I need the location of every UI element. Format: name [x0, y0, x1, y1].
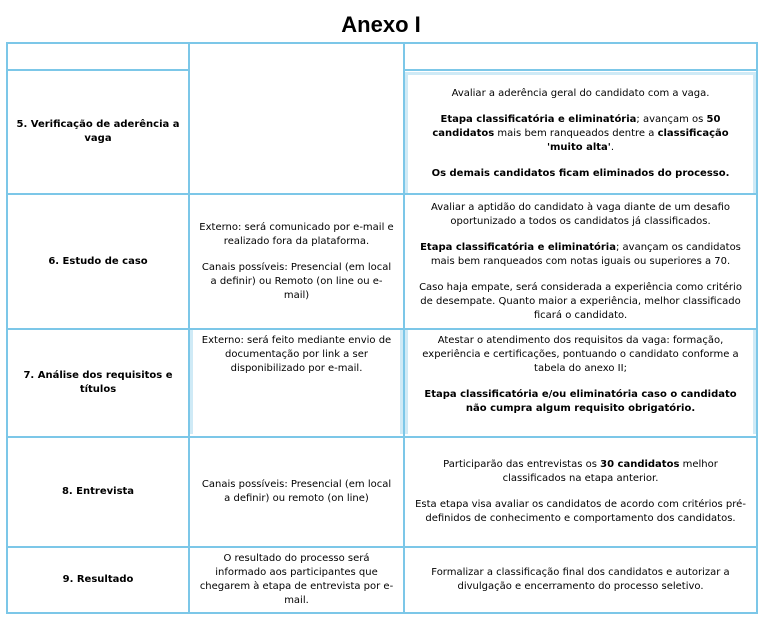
description-paragraph [416, 113, 745, 155]
text-run: Formalizar a classificação final dos candidatos e autorizar a divulgação e encerramento do processo seletivo. [431, 567, 730, 592]
text-run: Participarão das entrevistas os [443, 459, 601, 470]
table-row [7, 547, 757, 613]
text-run: . [610, 141, 615, 153]
stage-label: 6. Estudo de caso [48, 255, 148, 267]
text-run: mais bem ranqueados dentre a [494, 127, 658, 139]
channel-paragraph: Externo: será comunicado por e-mail e realizado fora da plataforma. [199, 221, 394, 247]
text-run: Caso haja empate, será considerada a experiência como critério de desempate. Quanto maior a experiência, melhor classificado ficará o candidato. [419, 281, 742, 321]
description-text [405, 330, 756, 434]
header-cell-description [404, 43, 757, 70]
stage-label: 5. Verificação de aderência a vaga [16, 119, 180, 144]
description-cell [404, 437, 757, 547]
description-paragraph [413, 498, 748, 526]
annex-table [6, 42, 758, 614]
text-run: ; avançam os candidatos mais bem ranqueados com notas iguais ou superiores a 70. [430, 241, 741, 267]
description-paragraph [416, 334, 745, 376]
description-text [413, 566, 748, 594]
text-run: ; avançam os [636, 113, 707, 125]
channel-paragraph: Canais possíveis: Presencial (em local a definir) ou remoto (on line) [201, 479, 392, 504]
bold-text: 50 candidatos [432, 113, 721, 139]
channel-cell [189, 437, 404, 547]
bold-text: classificação 'muito alta' [546, 127, 729, 153]
channel-paragraph: Externo: será feito mediante envio de documentação por link a ser disponibilizado por e-mail. [201, 335, 392, 374]
channel-cell [189, 547, 404, 613]
text-run: Avaliar a aderência geral do candidato com a vaga. [451, 87, 710, 99]
stage-cell [7, 547, 189, 613]
description-paragraph [413, 458, 748, 486]
description-cell [404, 194, 757, 329]
description-text [413, 201, 748, 323]
description-text [405, 72, 756, 193]
channel-text [190, 330, 403, 434]
description-paragraph [416, 167, 745, 181]
channel-cell [189, 194, 404, 329]
channel-text [198, 221, 395, 303]
stage-label: 8. Entrevista [61, 486, 135, 497]
stage-label: 9. Resultado [62, 574, 134, 585]
description-cell [404, 329, 757, 437]
bold-text: 30 candidatos [600, 459, 680, 470]
bold-text: Etapa classificatória e eliminatória [420, 241, 616, 253]
text-run: Atestar o atendimento dos requisitos da vaga: formação, experiência e certificações, pontuando o candidato conforme a tabela do anexo II; [422, 335, 739, 374]
table-row [7, 194, 757, 329]
stage-cell [7, 437, 189, 547]
stage-label: 7. Análise dos requisitos e títulos [23, 370, 173, 395]
table-header-row [7, 43, 757, 70]
description-paragraph [413, 281, 748, 323]
channel-cell [189, 329, 404, 437]
table-row [7, 437, 757, 547]
channel-paragraph: O resultado do processo será informado aos participantes que chegarem à etapa de entrevista por e-mail. [199, 553, 394, 606]
header-cell-stage [7, 43, 189, 70]
stage-cell [7, 329, 189, 437]
stage-cell [7, 70, 189, 194]
header-cell-channel [189, 43, 404, 194]
channel-text [198, 552, 395, 608]
stage-cell [7, 194, 189, 329]
channel-text [198, 478, 395, 506]
text-run: Avaliar a aptidão do candidato à vaga diante de um desafio oportunizado a todos os candidatos já classificados. [431, 201, 730, 227]
text-run: Esta etapa visa avaliar os candidatos de acordo com critérios pré-definidos de conhecimento e comportamento dos candidatos. [415, 499, 746, 524]
description-paragraph [413, 566, 748, 594]
bold-text: Etapa classificatória e eliminatória [440, 113, 637, 125]
description-paragraph [416, 87, 745, 101]
description-paragraph [413, 241, 748, 269]
channel-paragraph: Canais possíveis: Presencial (em local a definir) ou Remoto (on line ou e-mail) [201, 261, 392, 301]
description-cell [404, 547, 757, 613]
description-text [413, 458, 748, 526]
description-cell [404, 70, 757, 194]
description-paragraph [413, 201, 748, 229]
description-paragraph [416, 388, 745, 416]
text-run: melhor classificados na etapa anterior. [502, 459, 718, 484]
table-row [7, 329, 757, 437]
bold-text: Etapa classificatória e/ou eliminatória caso o candidato não cumpra algum requisito obrigatório. [424, 389, 737, 414]
page-title: Anexo I [341, 12, 421, 37]
bold-text: Os demais candidatos ficam eliminados do processo. [431, 167, 730, 179]
